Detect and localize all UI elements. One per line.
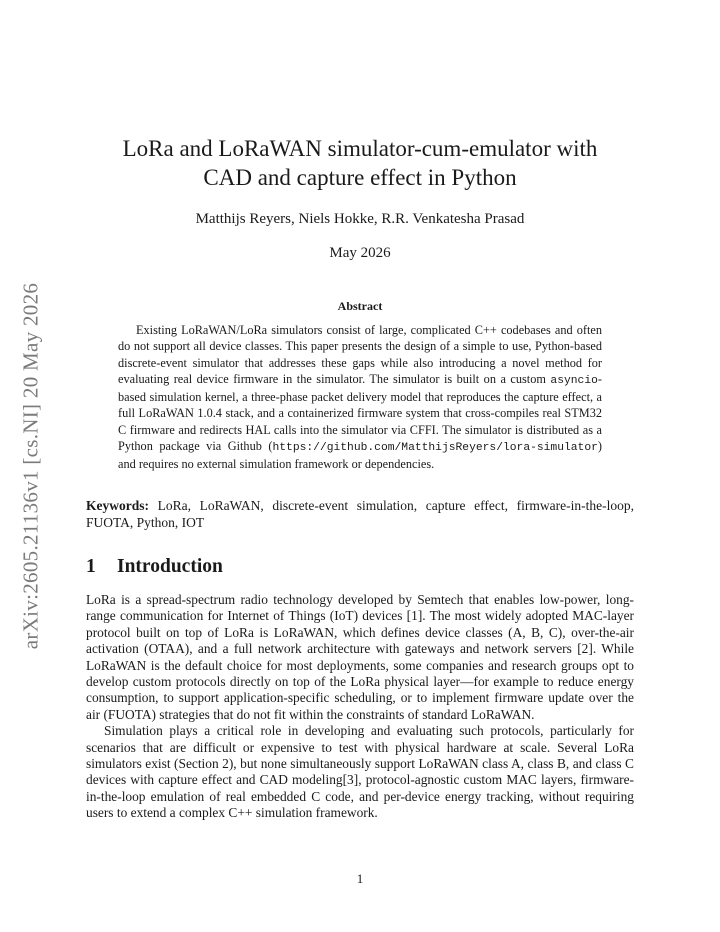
section-title: Introduction [117, 556, 223, 577]
abstract-text-a: Existing LoRaWAN/LoRa simulators consist of large, complicated C++ codebases and often do not support all device classes. This paper presents the design of a simple to use, Python-based discrete-event simulator that addresses these gaps while also introducing a novel method for evaluating real device firmware in the simulator. The simulator is built on a custom [118, 323, 602, 386]
abstract-code-asyncio: asyncio [550, 374, 598, 387]
section-heading-introduction [86, 556, 223, 578]
abstract-text-c: ) and requires no external simulation framework or dependencies. [118, 439, 602, 472]
paragraph-1: LoRa is a spread-spectrum radio technology developed by Semtech that enables low-power, long-range communication for Internet of Things (IoT) devices [1]. The most widely adopted MAC-layer protocol built on top of LoRa is LoRaWAN, which defines device classes (A, B, C), over-the-air activation (OTAA), and a full network architecture with gateways and network servers [2]. While LoRaWAN is the default choice for most deployments, some companies and research groups opt to develop custom protocols directly on top of the LoRa physical layer—for example to reduce energy consumption, to support application-specific scheduling, or to implement firmware update over the air (FUOTA) strategies that do not fit within the constraints of standard LoRaWAN. [86, 592, 634, 722]
date: May 2026 [329, 245, 391, 261]
keywords [86, 497, 634, 531]
keywords-text: LoRa, LoRaWAN, discrete-event simulation, capture effect, firmware-in-the-loop, FUOTA, Python, IOT [86, 498, 634, 530]
github-url-link[interactable]: https://github.com/MatthijsReyers/lora-simulator [272, 442, 598, 455]
abstract-heading: Abstract [337, 299, 383, 313]
section-number: 1 [86, 556, 96, 577]
keywords-label: Keywords: [86, 498, 149, 513]
section-body [86, 592, 634, 822]
arxiv-stamp: arXiv:2605.21136v1 [cs.NI] 20 May 2026 [18, 282, 43, 650]
abstract-text-b: -based simulation kernel, a three-phase packet delivery model that reproduces the capture effect, a full LoRaWAN 1.0.4 stack, and a containerized firmware system that cross-compiles real STM32 C firmware and redirects HAL calls into the simulator via CFFI. The simulator is distributed as a Python package via Github ( [118, 371, 602, 454]
title-line-1: LoRa and LoRaWAN simulator-cum-emulator with [122, 136, 598, 161]
abstract-body [118, 322, 602, 473]
page-number: 1 [356, 871, 364, 886]
title-line-2: CAD and capture effect in Python [203, 165, 517, 190]
paper-title [86, 134, 634, 192]
authors: Matthijs Reyers, Niels Hokke, R.R. Venkatesha Prasad [195, 211, 525, 227]
arxiv-sidebar [16, 258, 46, 674]
paragraph-2: Simulation plays a critical role in developing and evaluating such protocols, particularly for scenarios that are difficult or expensive to test with physical hardware at scale. Several LoRa simulators exist (Section 2), but none simultaneously support LoRaWAN class A, class B, and class C devices with capture effect and CAD modeling[3], protocol-agnostic custom MAC layers, firmware-in-the-loop emulation of real embedded C code, and per-device energy tracking, without requiring users to extend a complex C++ simulation framework. [86, 723, 634, 821]
